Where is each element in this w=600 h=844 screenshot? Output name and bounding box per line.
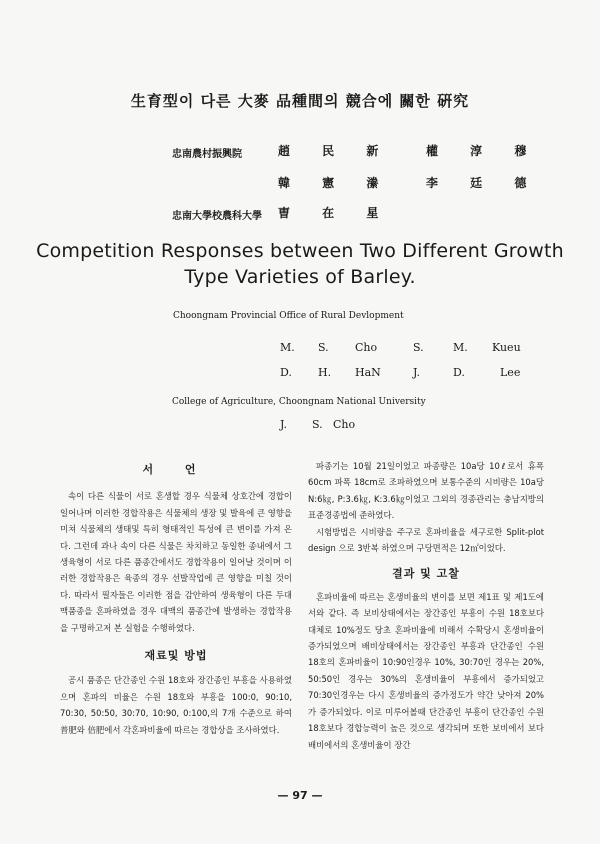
- affiliation-korean-2: 忠南大學校農科大學: [172, 211, 262, 222]
- author-english: S.: [318, 341, 329, 354]
- section-heading-intro: 서 언: [142, 463, 210, 476]
- author-english: H.: [318, 366, 332, 379]
- author-english: J.: [413, 366, 421, 379]
- author-english: S.: [312, 418, 323, 431]
- paper-title-korean: 生育型이 다른 大麥 品種間의 競合에 關한 硏究: [130, 92, 470, 110]
- author-korean: 韓 憲 潫: [278, 176, 393, 190]
- intro-paragraph: 속이 다른 식물이 서로 혼생할 경우 식물체 상호간에 경합이 일어나며 이러한 경합작용은 식물체의 생장 및 발육에 큰 영향을 미쳐 식물체의 생태및 특히 형태적인 특성에 큰 변이를 가져 온다. 그런데 과나 속이 다른 식물은 차치하고 동일한 종내에서 그 생육형이 서로 다른 품종간에서도 경합작용이 일어날 것이며 이러한 경합작용은 육종의 경우 선발작업에 큰 영향을 미칠 것이다. 따라서 필자들은 이러한 점을 감안하여 생육형이 다른 두대맥품종을 혼파하였을 경우 대맥의 품종간에 발생하는 경합작용을 구명하고저 본 실험을 수행하였다.: [60, 491, 292, 633]
- results-paragraph: 혼파비율에 따르는 혼생비율의 변이를 보면 제1표 및 제1도에서와 같다. 즉 보비상태에서는 장간종인 부흥이 수원 18호보다 대체로 10%정도 당초 혼파비율에 비해서 수확당시 혼생비율이 증가되었으며 배비상태에서는 장간종인 부흥과 단간종인 수원 18호의 혼파비율이 10:90인경우 10%, 30:70인 경우는 20%, 50:50인 경우는 30%의 혼생비율이 부흥에서 증가되었고 70:30인경우는 다시 혼생비율의 증가정도가 약간 낮아져 20%가 증가되었다. 이로 미루어볼때 단간종인 부흥이 단간종인 수원 18호보다 경합능력이 높은 것으로 생각되며 또한 보비에서 보다 배비에서의 혼생비율이 장간: [308, 591, 544, 750]
- author-english: M.: [453, 341, 468, 354]
- author-korean: 李 廷 德: [426, 176, 541, 190]
- author-english: Cho: [333, 418, 356, 431]
- affiliation-korean-1: 忠南農村振興院: [172, 149, 242, 160]
- author-english: D.: [280, 366, 292, 379]
- author-english: D.: [453, 366, 465, 379]
- author-english: Lee: [500, 366, 521, 379]
- methods-continued-paragraph-2: 시험방법은 시비량을 주구로 혼파비율을 세구로한 Split-plot design 으로 3반복 하였으며 구당면적은 12㎡이었다.: [308, 526, 544, 554]
- author-korean: 趙 民 新: [278, 144, 393, 158]
- right-column: [308, 458, 544, 753]
- author-english: J.: [280, 418, 288, 431]
- page-number: — 97 —: [277, 789, 323, 802]
- section-heading-results: 결과 및 고찰: [392, 567, 460, 581]
- methods-continued-paragraph: 파종기는 10월 21일이었고 파종량은 10a당 10ℓ로서 휴폭 60cm 파폭 18cm로 조파하였으며 보통수준의 시비량은 10a당 N:6㎏, P:3.6㎏, K:3.6㎏이었고 그외의 경종관리는 충남지방의 표준경종법에 준하였다.: [308, 461, 544, 521]
- methods-paragraph: 공시 품종은 단간종인 수원 18호와 장간종인 부흥을 사용하였으며 혼파의 비율은 수원 18호와 부흥을 100:0, 90:10, 70:30, 50:50, 30:70, 10:90, 0:100,의 7개 수준으로 하여 普肥와 倍肥에서 각혼파비율에 따르는 경합상을 조사하였다.: [60, 675, 292, 735]
- author-english: Cho: [355, 341, 378, 354]
- affiliation-english-1: Choongnam Provincial Office of Rural Devlopment: [173, 311, 404, 321]
- author-english: M.: [280, 341, 295, 354]
- author-english: Kueu: [492, 341, 521, 354]
- author-english: HaN: [355, 366, 381, 379]
- paper-title-english-line1: Competition Responses between Two Different Growth: [36, 240, 564, 262]
- left-column: [60, 462, 292, 738]
- affiliation-english-2: College of Agriculture, Choongnam National University: [172, 397, 426, 407]
- section-heading-methods: 재료및 방법: [144, 649, 208, 663]
- author-korean: 權 淳 穆: [426, 144, 541, 158]
- author-korean: 曺 在 星: [278, 206, 393, 220]
- paper-title-english-line2: Type Varieties of Barley.: [184, 266, 416, 288]
- author-english: S.: [413, 341, 424, 354]
